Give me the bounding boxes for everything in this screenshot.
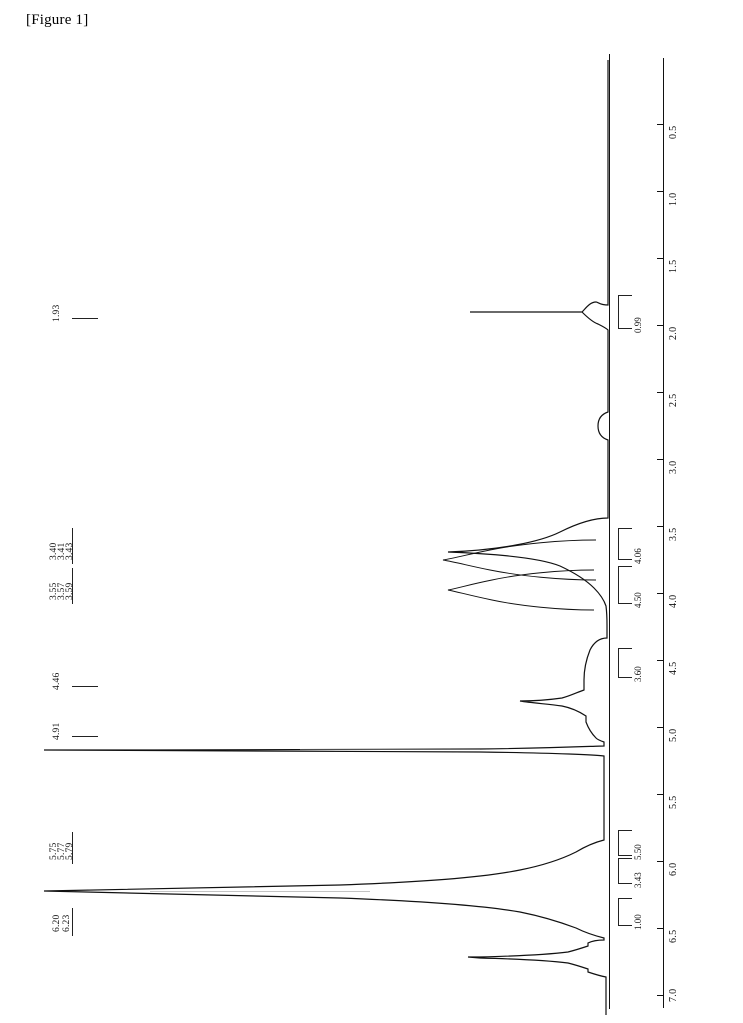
peak-label: 3.57 xyxy=(57,582,67,600)
peak-label: 3.40 xyxy=(49,542,59,560)
peak-label: 3.43 xyxy=(65,542,75,560)
axis-tick-label: 6.5 xyxy=(668,929,679,943)
figure-label: [Figure 1] xyxy=(26,12,89,28)
peak-label: 3.55 xyxy=(49,582,59,600)
peak-label: 6.23 xyxy=(62,914,72,932)
peak-label: 5.75 xyxy=(49,842,59,860)
peak-label: 5.77 xyxy=(57,842,67,860)
baseline-noise xyxy=(150,891,370,892)
spectrum-trace xyxy=(0,40,743,1023)
integral-value: 3.60 xyxy=(633,666,643,682)
axis-tick-label: 6.0 xyxy=(668,862,679,876)
axis-tick-label: 2.0 xyxy=(668,326,679,340)
peak-label: 3.59 xyxy=(65,582,75,600)
baseline-noise xyxy=(300,749,480,750)
axis-tick-label: 0.5 xyxy=(668,125,679,139)
axis-tick-label: 5.5 xyxy=(668,795,679,809)
axis-tick-label: 2.5 xyxy=(668,393,679,407)
integral-value: 1.00 xyxy=(633,914,643,930)
axis-tick-label: 4.5 xyxy=(668,661,679,675)
peak-label: 4.46 xyxy=(52,672,62,690)
peak-label: 3.41 xyxy=(57,542,67,560)
axis-tick-label: 1.0 xyxy=(668,192,679,206)
axis-tick-label: 3.0 xyxy=(668,460,679,474)
integral-value: 3.43 xyxy=(633,872,643,888)
axis-tick-label: 7.0 xyxy=(668,988,679,1002)
nmr-spectrum xyxy=(0,40,743,1023)
peak-label: 6.20 xyxy=(52,914,62,932)
axis-tick-label: 5.0 xyxy=(668,728,679,742)
integral-value: 0.99 xyxy=(633,317,643,333)
peak-label: 1.93 xyxy=(52,304,62,322)
peak-label: 5.79 xyxy=(65,842,75,860)
integral-value: 4.06 xyxy=(633,548,643,564)
axis-tick-label: 3.5 xyxy=(668,527,679,541)
axis-tick-label: 4.0 xyxy=(668,594,679,608)
peak-label: 4.91 xyxy=(52,722,62,740)
integral-value: 4.50 xyxy=(633,592,643,608)
axis-tick-label: 1.5 xyxy=(668,259,679,273)
integral-value: 5.50 xyxy=(633,844,643,860)
